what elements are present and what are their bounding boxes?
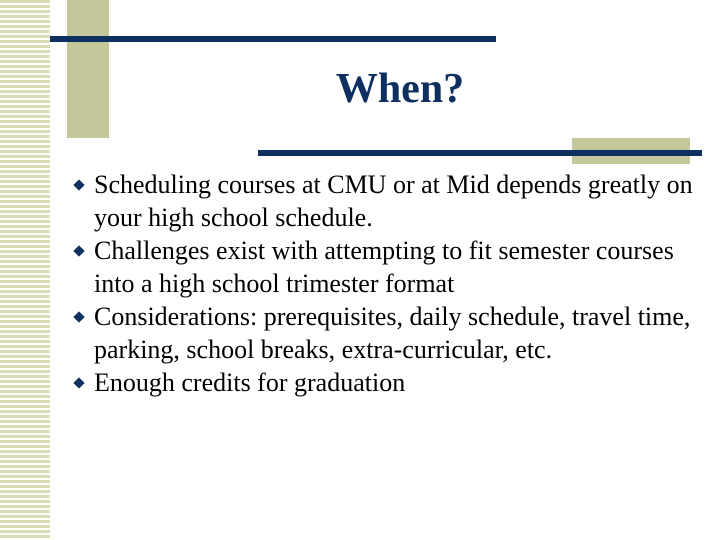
bullet-item [75, 300, 705, 366]
diamond-bullet-icon [73, 245, 84, 256]
diamond-bullet-icon [73, 311, 84, 322]
bullet-text: Considerations: prerequisites, daily schedule, travel time, parking, school breaks, extra-curricular, etc. [94, 302, 691, 364]
decorative-line-top [50, 36, 496, 42]
bullet-text: Enough credits for graduation [94, 368, 406, 397]
bullet-item [75, 168, 705, 234]
bullet-text: Challenges exist with attempting to fit semester courses into a high school trimester format [94, 236, 674, 298]
decorative-stripes [0, 0, 50, 540]
bullet-list [75, 168, 705, 399]
decorative-line-bottom [258, 150, 702, 156]
decorative-olive-block-left [67, 0, 109, 138]
diamond-bullet-icon [73, 377, 84, 388]
bullet-text: Scheduling courses at CMU or at Mid depends greatly on your high school schedule. [94, 170, 693, 232]
bullet-item [75, 234, 705, 300]
diamond-bullet-icon [73, 179, 84, 190]
bullet-item [75, 366, 705, 399]
slide-title: When? [335, 66, 465, 112]
